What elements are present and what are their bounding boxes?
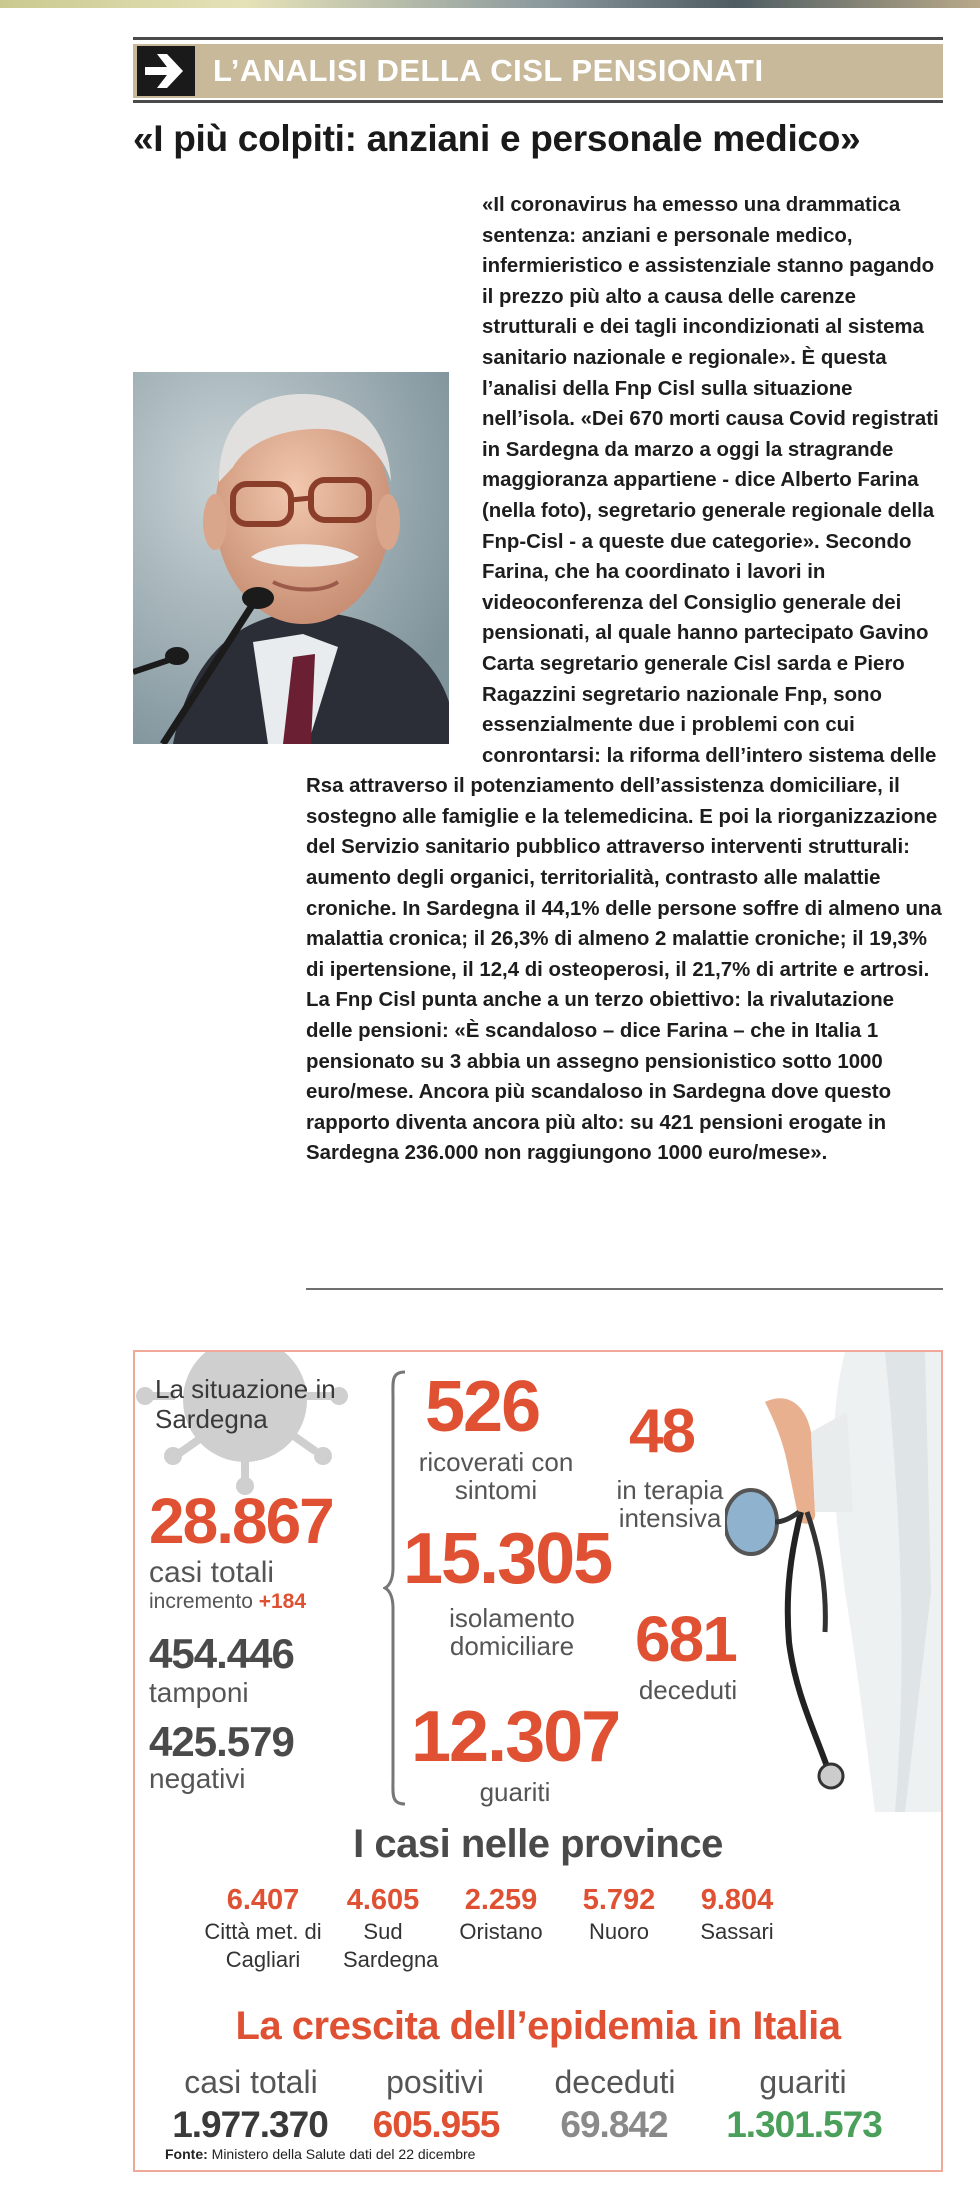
- negativi-value: 425.579: [149, 1718, 294, 1765]
- tamponi-label: tamponi: [149, 1677, 249, 1708]
- italy-label: positivi: [386, 2064, 484, 2100]
- divider: [306, 1288, 943, 1290]
- italy-label: deceduti: [554, 2064, 676, 2100]
- italy-label: guariti: [759, 2064, 847, 2100]
- deceduti-label: deceduti: [638, 1675, 738, 1705]
- ricoverati-value: 526: [425, 1367, 540, 1447]
- source-text: Ministero della Salute dati del 22 dicembre: [211, 2146, 476, 2162]
- casi-totali-label: casi totali: [149, 1556, 275, 1589]
- tamponi-value: 454.446: [149, 1630, 294, 1677]
- arrow-right-icon: [137, 46, 195, 96]
- province-name: Sud Sardegna: [343, 1919, 439, 1972]
- infographic-title: La situazione in Sardegna: [155, 1374, 336, 1434]
- province-value: 9.804: [700, 1884, 774, 1916]
- italy-value: 69.842: [560, 2104, 668, 2145]
- province-value: 4.605: [346, 1884, 420, 1916]
- incremento: [149, 1590, 306, 1614]
- negativi-label: negativi: [149, 1763, 246, 1794]
- doctor-stethoscope-illustration: [725, 1352, 943, 1812]
- divider: [133, 100, 943, 103]
- isolamento-label: isolamento domiciliare: [449, 1603, 575, 1661]
- article-paragraph: «Il coronavirus ha emesso una drammatica sentenza: anziani e personale medico, infermieristico e assistenziale stanno pagando il prezzo più alto a causa delle carenze strutturali e dei tagli incondizionati al sistema sanitario nazionale e regionale». È questa l’analisi della Fnp Cisl sulla situazione nell’isola. «Dei 670 morti causa Covid registrati in Sardegna da marzo a oggi la stragrande maggioranza appartiene - dice Alberto Farina (nella foto), segretario generale regionale della Fnp-Cisl - a queste due categorie». Secondo Farina, che ha coordinato i lavori in videoconferenza del Consiglio generale dei pensionati, al quale hanno partecipato Gavino Carta segretario generale Cisl sarda e Piero Ragazzini segretario nazionale Fnp, sono essenzialmente due i problemi con cui conrontarsi: la riforma dell’intero sistema delle Rsa attraverso il potenziamento dell’assistenza domiciliare, il sostegno alle famiglie e la telemedicina. E poi la riorganizzazione del Servizio sanitario pubblico attraverso interventi strutturali: aumento degli organici, territorialità, contrasto alle malattie croniche. In Sardegna il 44,1% delle persone soffre di almeno una malattia cronica; il 26,3% di almeno 2 malattie croniche; il 19,3% di ipertensione, il 12,4 di osteoperosi, il 21,7% di artrite e artrosi. La Fnp Cisl punta anche a un terzo obiettivo: la rivalutazione delle pensioni: «È scandaloso – dice Farina – che in Italia 1 pensionato su 3 abbia un assegno pensionistico sotto 1000 euro/mese. Ancora più scandaloso in Sardegna dove questo rapporto diventa ancora più alto: su 421 pensioni erogate in Sardegna 236.000 non raggiungono 1000 euro/mese».: [306, 194, 942, 1165]
- headline: «I più colpiti: anziani e personale medico»: [133, 118, 861, 159]
- section-label: L’ANALISI DELLA CISL PENSIONATI: [213, 53, 764, 88]
- province-value: 5.792: [582, 1884, 656, 1916]
- ricoverati-label: ricoverati con sintomi: [418, 1447, 574, 1505]
- incremento-value: +184: [258, 1590, 307, 1613]
- article-body: [306, 190, 946, 1169]
- province-name: Oristano: [459, 1919, 543, 1944]
- incremento-label: incremento: [149, 1590, 253, 1613]
- casi-totali-value: 28.867: [149, 1485, 333, 1557]
- italy-value: 605.955: [372, 2104, 500, 2145]
- guariti-value: 12.307: [411, 1697, 620, 1777]
- source-label: Fonte:: [165, 2146, 208, 2162]
- italy-value: 1.977.370: [172, 2104, 328, 2145]
- province-name: Sassari: [700, 1919, 774, 1944]
- infographic-box: [133, 1350, 943, 2172]
- terapia-label: in terapia intensiva: [616, 1475, 724, 1533]
- italy-value: 1.301.573: [726, 2104, 882, 2145]
- terapia-value: 48: [629, 1397, 694, 1466]
- top-photo-strip: [0, 0, 980, 8]
- province-name: Città met. di Cagliari: [204, 1919, 322, 1972]
- source-note: [165, 2146, 475, 2162]
- divider: [133, 37, 943, 40]
- isolamento-value: 15.305: [403, 1519, 612, 1599]
- province-value: 6.407: [226, 1884, 300, 1916]
- italy-label: casi totali: [184, 2064, 318, 2100]
- photo-float-space: [306, 373, 482, 771]
- guariti-label: guariti: [479, 1777, 551, 1807]
- province-value: 2.259: [464, 1884, 538, 1916]
- italy-title: La crescita dell’epidemia in Italia: [235, 2004, 841, 2048]
- province-name: Nuoro: [589, 1919, 649, 1944]
- provinces-title: I casi nelle province: [353, 1822, 723, 1866]
- deceduti-value: 681: [635, 1603, 736, 1675]
- section-banner: [133, 44, 943, 98]
